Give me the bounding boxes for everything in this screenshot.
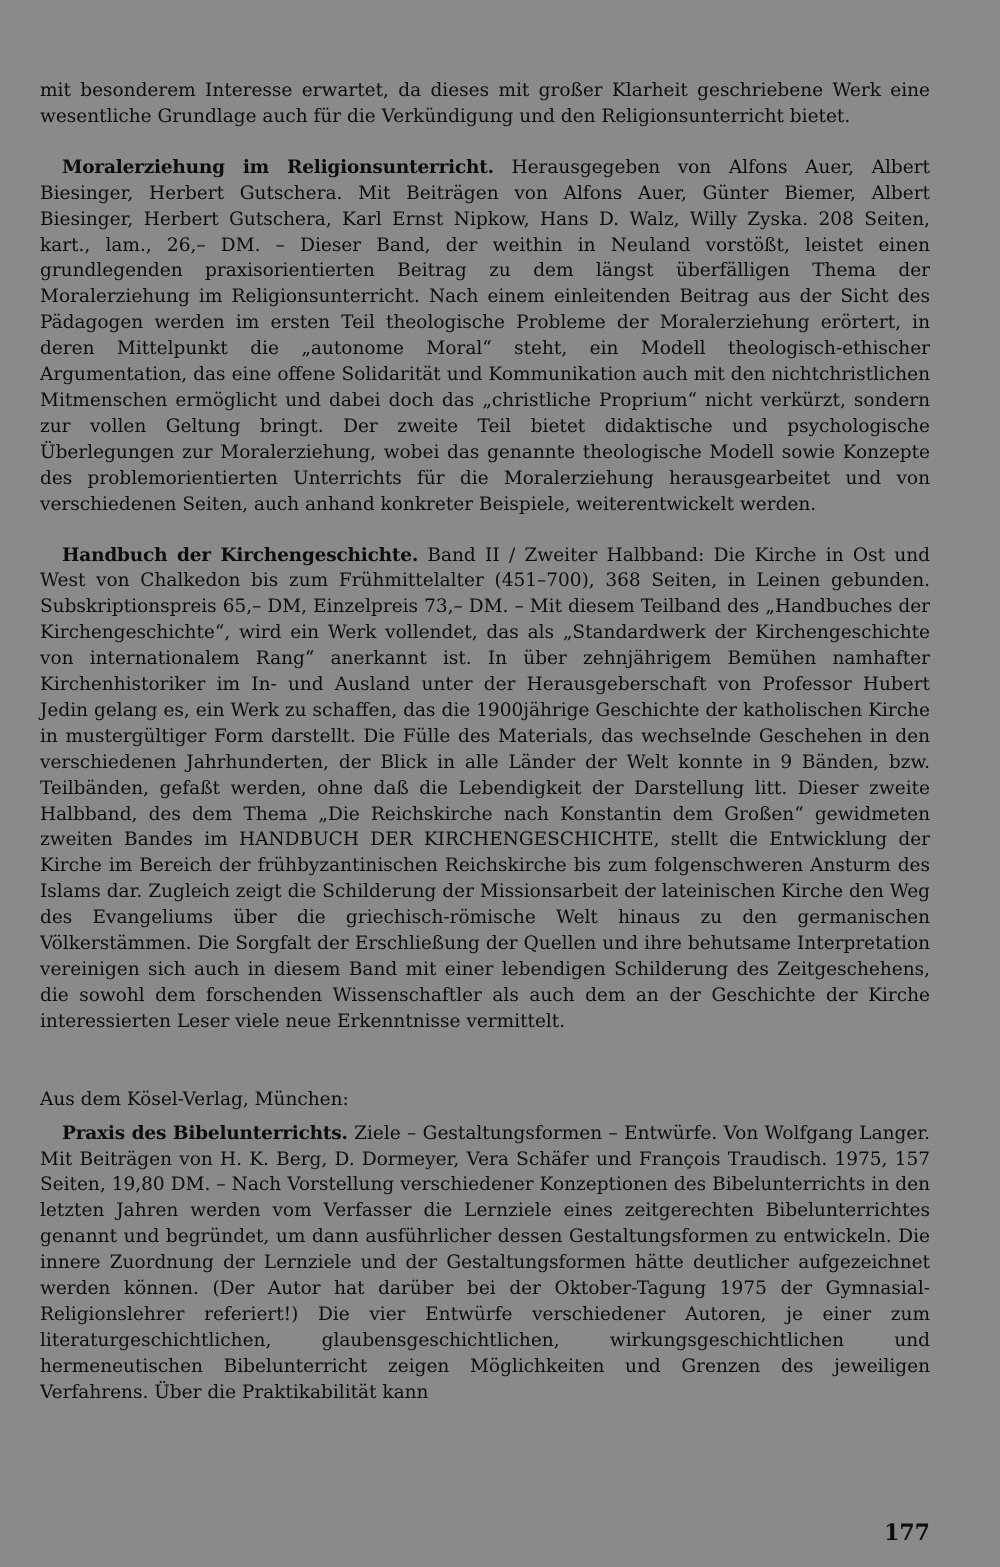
entry-title: Moralerziehung im Religionsunterricht.	[62, 156, 494, 178]
entry-title: Handbuch der Kirchengeschichte.	[62, 544, 419, 566]
publisher-heading: Aus dem Kösel-Verlag, München:	[40, 1088, 349, 1110]
page-number: 177	[884, 1520, 930, 1546]
entry-body: Ziele – Gestaltungsformen – Entwürfe. Von Wolfgang Langer. Mit Beiträgen von H. K. Berg, D. Dormeyer, Vera Schäfer und François Traudisch. 1975, 157 Seiten, 19,80 DM. – Nach Vorstellung verschiedener Konzeptionen des Bibelunterrichts in den letzten Jahren werden vom Verfasser die Lernziele eines zeitgerechten Bibelunterrichtes genannt und begründet, um dann ausführlicher dessen Gestaltungsformen zu entwickeln. Die innere Zuordnung der Lernziele und der Gestaltungsformen hätte deutlicher aufgezeichnet werden können. (Der Autor hat darüber bei der Oktober-Tagung 1975 der Gymnasial-Religionslehrer referiert!) Die vier Entwürfe verschiedener Autoren, je einer zum literaturgeschichtlichen, glaubensgeschichtlichen, wirkungsgeschichtlichen und hermeneutischen Bibelunterricht zeigen Möglichkeiten und Grenzen des jeweiligen Verfahrens. Über die Praktikabilität kann	[40, 1122, 931, 1403]
entry-moralerziehung	[40, 155, 930, 518]
entry-title: Praxis des Bibelunterrichts.	[62, 1122, 348, 1144]
entry-kirchengeschichte	[40, 543, 930, 1035]
intro-paragraph: mit besonderem Interesse erwartet, da dieses mit großer Klarheit geschriebene Werk eine wesentliche Grundlage auch für die Verkündigung und den Religionsunterricht bietet.	[40, 80, 930, 127]
page-body	[40, 78, 930, 1406]
entry-bibelunterricht	[40, 1121, 930, 1406]
entry-body: Band II / Zweiter Halbband: Die Kirche in Ost und West von Chalkedon bis zum Frühmittelalter (451–700), 368 Seiten, in Leinen gebunden. Subskriptionspreis 65,– DM, Einzelpreis 73,– DM. – Mit diesem Teilband des „Handbuches der Kirchengeschichte“, wird ein Werk vollendet, das als „Standardwerk der Kirchengeschichte von internationalem Rang“ anerkannt ist. In über zehnjährigem Bemühen namhafter Kirchenhistoriker im In- und Ausland unter der Herausgeberschaft von Professor Hubert Jedin gelang es, ein Werk zu schaffen, das die 1900jährige Geschichte der katholischen Kirche in mustergültiger Form darstellt. Die Fülle des Materials, das wechselnde Geschehen in den verschiedenen Jahrhunderten, der Blick in alle Länder der Welt konnte in 9 Bänden, bzw. Teilbänden, gefaßt werden, ohne daß die Lebendigkeit der Darstellung litt. Dieser zweite Halbband, des dem Thema „Die Reichskirche nach Konstantin dem Großen“ gewidmeten zweiten Bandes im HANDBUCH DER KIRCHENGESCHICHTE, stellt die Entwicklung der Kirche im Bereich der frühbyzantinischen Reichskirche bis zum folgenschweren Ansturm des Islams dar. Zugleich zeigt die Schilderung der Missionsarbeit der lateinischen Kirche den Weg des Evangeliums über die griechisch-römische Welt hinaus zu den germanischen Völkerstämmen. Die Sorgfalt der Erschließung der Quellen und ihre behutsame Interpretation vereinigen sich auch in diesem Band mit einer lebendigen Schilderung des Zeitgeschehens, die sowohl dem forschenden Wissenschaftler als auch dem an der Geschichte der Kirche interessierten Leser viele neue Erkenntnisse vermittelt.	[40, 544, 930, 1032]
entry-body: Herausgegeben von Alfons Auer, Albert Biesinger, Herbert Gutschera. Mit Beiträgen von Alfons Auer, Günter Biemer, Albert Biesinger, Herbert Gutschera, Karl Ernst Nipkow, Hans D. Walz, Willy Zyska. 208 Seiten, kart., lam., 26,– DM. – Dieser Band, der weithin in Neuland vorstößt, leistet einen grundlegenden praxisorientierten Beitrag zu dem längst überfälligen Thema der Moralerziehung im Religionsunterricht. Nach einem einleitenden Beitrag aus der Sicht des Pädagogen werden im ersten Teil theologische Probleme der Moralerziehung erörtert, in deren Mittelpunkt die „autonome Moral“ steht, ein Modell theologisch-ethischer Argumentation, das eine offene Solidarität und Kommunikation auch mit den nichtchristlichen Mitmenschen ermöglicht und dabei doch das „christliche Proprium“ nicht verkürzt, sondern zur vollen Geltung bringt. Der zweite Teil bietet didaktische und psychologische Überlegungen zur Moralerziehung, wobei das genannte theologische Modell sowie Konzepte des problemorientierten Unterrichts für die Moralerziehung herausgearbeitet und von verschiedenen Seiten, auch anhand konkreter Beispiele, weiterentwickelt werden.	[40, 156, 930, 515]
